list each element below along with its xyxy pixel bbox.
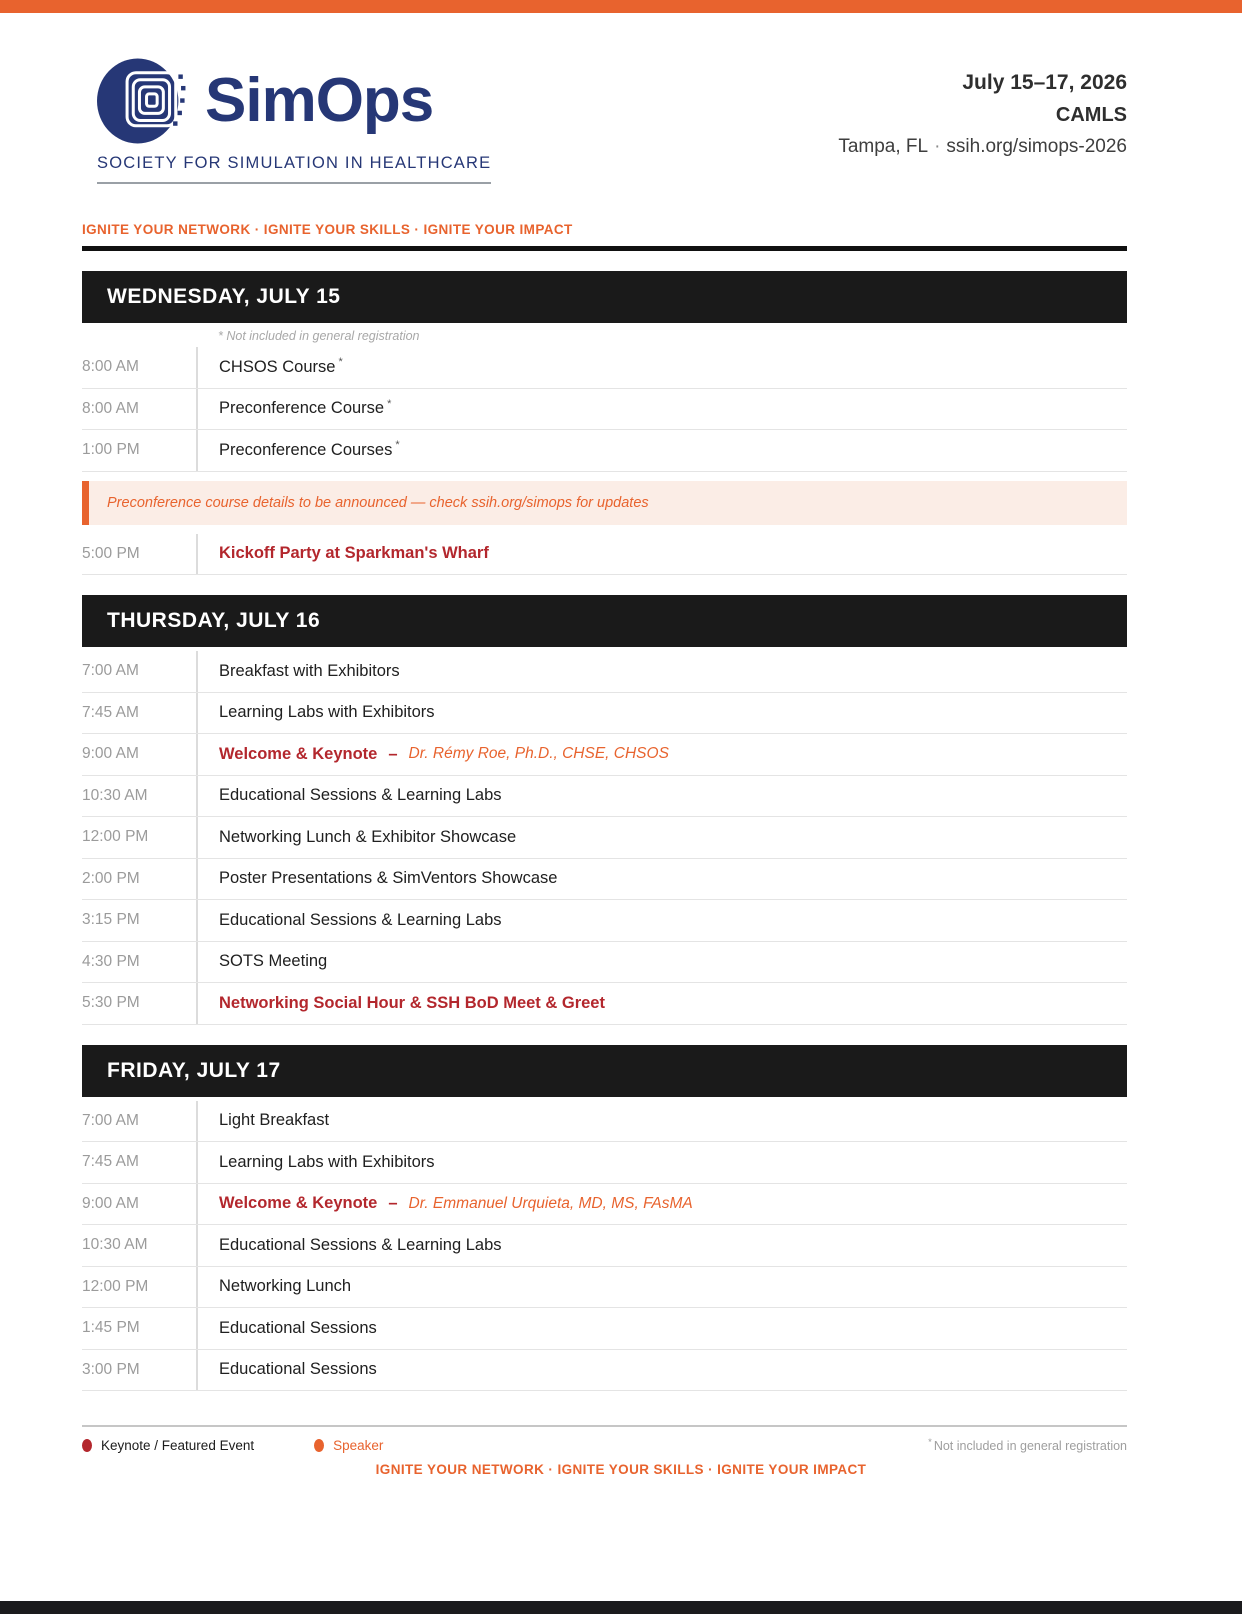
event-time: 7:00 AM — [82, 662, 139, 680]
day-header-bar — [82, 271, 1127, 323]
footer-divider — [82, 1425, 1127, 1427]
schedule-row — [82, 1267, 1127, 1309]
event-website[interactable]: ssih.org/simops-2026 — [946, 136, 1127, 157]
legend-speaker-label: Speaker — [333, 1437, 384, 1453]
tagline-top: IGNITE YOUR NETWORK · IGNITE YOUR SKILLS · IGNITE YOUR IMPACT — [82, 222, 573, 237]
schedule-row — [82, 1101, 1127, 1143]
featured-event-title: Kickoff Party at Sparkman's Wharf — [219, 544, 489, 563]
event-title — [196, 534, 489, 575]
day-title: THURSDAY, JULY 16 — [107, 609, 321, 632]
event-title: CHSOS Course * — [196, 347, 343, 388]
tagline-bottom: IGNITE YOUR NETWORK · IGNITE YOUR SKILLS · IGNITE YOUR IMPACT — [375, 1462, 867, 1478]
event-title — [196, 1184, 693, 1225]
featured-event-title: Networking Social Hour & SSH BoD Meet & Greet — [219, 993, 605, 1012]
day-header-bar — [82, 595, 1127, 647]
event-venue: CAMLS — [1055, 104, 1127, 126]
schedule-row — [82, 983, 1127, 1025]
legend-keynote — [82, 1438, 254, 1453]
registration-note: * Not included in general registration — [218, 329, 420, 343]
not-included-asterisk: * — [395, 439, 400, 451]
event-title: Learning Labs with Exhibitors — [196, 693, 435, 734]
speaker-dot-icon — [314, 1439, 324, 1452]
day-title: FRIDAY, JULY 17 — [107, 1058, 281, 1082]
event-time: 1:45 PM — [82, 1319, 140, 1337]
brand-subtitle: SOCIETY FOR SIMULATION IN HEALTHCARE — [97, 154, 492, 172]
schedule-row — [82, 430, 1127, 472]
schedule-rows — [82, 1101, 1127, 1392]
event-time: 9:00 AM — [82, 1194, 139, 1212]
event-title: Educational Sessions & Learning Labs — [196, 1225, 502, 1266]
brand-wordmark: SimOps — [205, 66, 434, 135]
keynote-title: Welcome & Keynote — [219, 744, 378, 763]
keynote-dot-icon — [82, 1439, 92, 1452]
event-title: Educational Sessions & Learning Labs — [196, 776, 502, 817]
event-title: Educational Sessions & Learning Labs — [196, 900, 502, 941]
legend — [82, 1437, 1127, 1453]
event-info — [838, 67, 1127, 163]
event-time: 12:00 PM — [82, 1277, 149, 1295]
schedule-row — [82, 347, 1127, 389]
schedule-row — [82, 1350, 1127, 1392]
not-included-asterisk: * — [387, 397, 392, 410]
event-title: Preconference Courses * — [196, 430, 400, 471]
schedule-row — [82, 389, 1127, 431]
event-title: Networking Lunch — [196, 1267, 351, 1308]
event-city: Tampa, FL — [838, 136, 929, 157]
schedule-row — [82, 1184, 1127, 1226]
event-title — [196, 734, 669, 775]
schedule-row — [82, 1225, 1127, 1267]
event-time: 8:00 AM — [82, 358, 139, 376]
schedule-row — [82, 693, 1127, 735]
event-title — [196, 983, 605, 1024]
event-time: 3:15 PM — [82, 911, 140, 929]
schedule-row — [82, 1308, 1127, 1350]
event-title: Learning Labs with Exhibitors — [196, 1142, 435, 1183]
dash-separator: – — [388, 1194, 398, 1213]
day-header-bar — [82, 1045, 1127, 1097]
speaker-name: Dr. Rémy Roe, Ph.D., CHSE, CHSOS — [408, 745, 669, 763]
announcement-banner: Preconference course details to be announced — check ssih.org/simops for updates — [82, 481, 1127, 525]
event-title: Educational Sessions — [196, 1350, 377, 1391]
footnote — [928, 1437, 1127, 1453]
event-title: SOTS Meeting — [196, 942, 327, 983]
legend-speaker — [314, 1438, 383, 1453]
event-time: 5:00 PM — [82, 544, 140, 562]
schedule-row — [82, 1142, 1127, 1184]
schedule-row — [82, 859, 1127, 901]
event-title: Light Breakfast — [196, 1101, 329, 1142]
schedule-row — [82, 942, 1127, 984]
event-time: 5:30 PM — [82, 994, 140, 1012]
schedule-row — [82, 900, 1127, 942]
schedule-rows — [82, 347, 1127, 575]
speaker-name: Dr. Emmanuel Urquieta, MD, MS, FAsMA — [408, 1194, 693, 1212]
event-time: 10:30 AM — [82, 1236, 148, 1254]
schedule-rows — [82, 651, 1127, 1025]
event-title: Preconference Course * — [196, 389, 391, 430]
schedule-row — [82, 817, 1127, 859]
event-time: 10:30 AM — [82, 786, 148, 804]
event-time: 1:00 PM — [82, 441, 140, 459]
event-dates: July 15–17, 2026 — [962, 71, 1127, 94]
event-time: 8:00 AM — [82, 399, 139, 417]
simops-logo — [97, 55, 491, 184]
event-title: Poster Presentations & SimVentors Showcase — [196, 859, 557, 900]
schedule-row — [82, 734, 1127, 776]
event-time: 2:00 PM — [82, 869, 140, 887]
legend-keynote-label: Keynote / Featured Event — [101, 1437, 255, 1453]
event-time: 4:30 PM — [82, 952, 140, 970]
event-title: Educational Sessions — [196, 1308, 377, 1349]
day-section-friday — [82, 1045, 1127, 1392]
day-section-thursday — [82, 595, 1127, 1025]
dot-separator: · — [934, 136, 941, 157]
event-time: 7:00 AM — [82, 1111, 139, 1129]
dash-separator: – — [388, 744, 398, 763]
schedule-row — [82, 534, 1127, 576]
event-title: Breakfast with Exhibitors — [196, 651, 400, 692]
divider-rule — [82, 246, 1127, 251]
event-time: 3:00 PM — [82, 1360, 140, 1378]
footnote-text: Not included in general registration — [933, 1439, 1127, 1454]
keynote-title: Welcome & Keynote — [219, 1194, 378, 1213]
event-time: 12:00 PM — [82, 828, 149, 846]
event-title: Networking Lunch & Exhibitor Showcase — [196, 817, 516, 858]
header — [97, 55, 1127, 184]
day-title: WEDNESDAY, JULY 15 — [107, 285, 341, 308]
day-section-wednesday — [82, 271, 1127, 575]
top-accent-bar — [0, 0, 1242, 13]
bottom-accent-bar — [0, 1601, 1242, 1614]
event-time: 7:45 AM — [82, 1153, 139, 1171]
fingerprint-face-icon — [97, 55, 189, 147]
event-location-line — [838, 131, 1127, 163]
footnote-asterisk: * — [928, 1437, 932, 1448]
schedule-row — [82, 776, 1127, 818]
event-time: 7:45 AM — [82, 703, 139, 721]
event-time: 9:00 AM — [82, 745, 139, 763]
schedule-row — [82, 651, 1127, 693]
not-included-asterisk: * — [338, 356, 343, 368]
